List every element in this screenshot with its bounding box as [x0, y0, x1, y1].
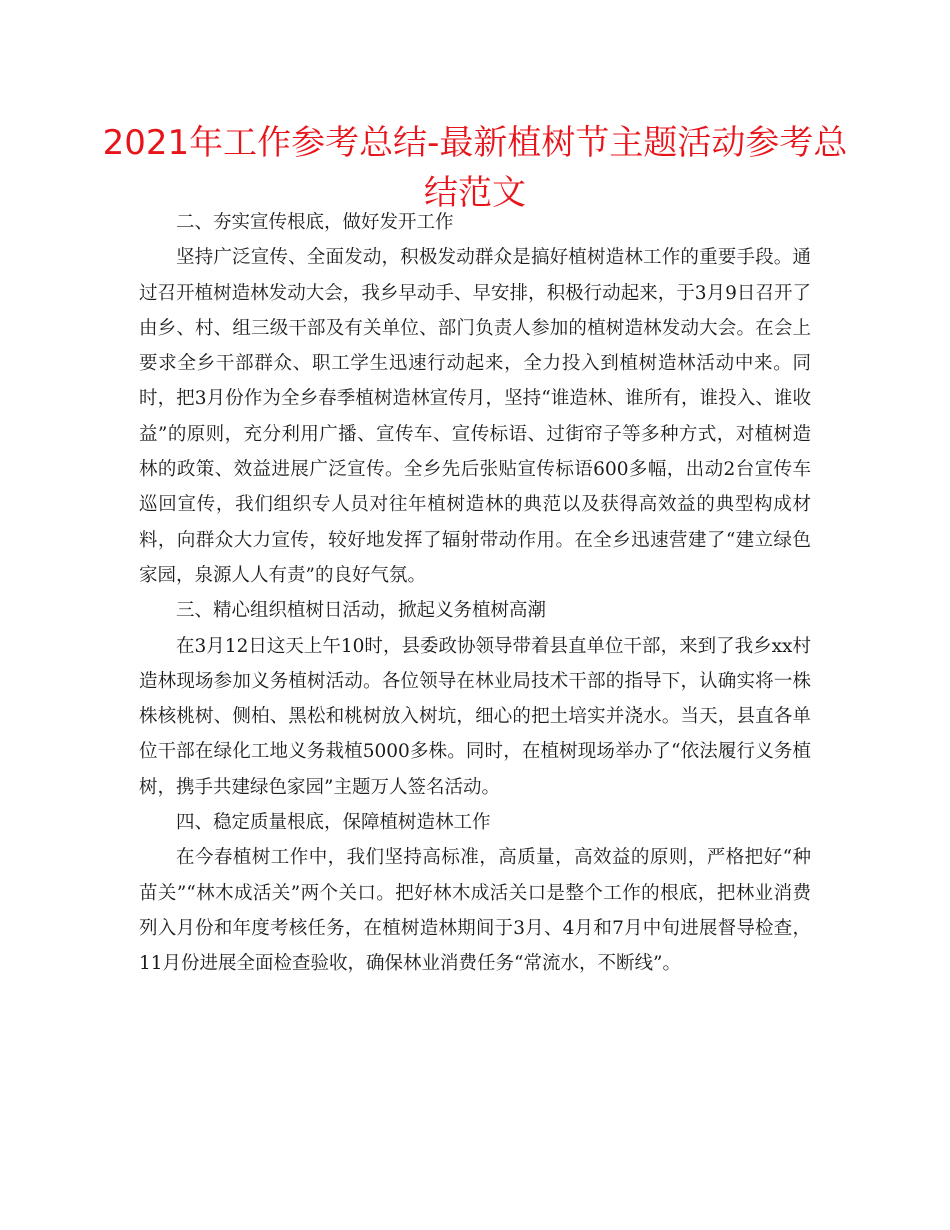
section-heading-quality: 四、稳定质量根底，保障植树造林工作 — [176, 812, 491, 834]
paragraph-quality: 在今春植树工作中，我们坚持高标准，高质量，高效益的原则，严格把好“种苗关”“林木成活关”两个关口。把好林木成活关口是整个工作的根底，把林业消费列入月份和年度考核任务，在植树造林期间于3月、4月和7月中旬进展督导检查，11月份进展全面检查验收，确保林业消费任务“常流水，不断线”。 — [139, 847, 811, 975]
paragraph-arbor-day: 在3月12日这天上午10时，县委政协领导带着县直单位干部，来到了我乡xx村造林现场参加义务植树活动。各位领导在林业局技术干部的指导下，认确实将一株株核桃树、侧柏、黑松和桃树放入树坑，细心的把土培实并浇水。当天，县直各单位干部在绿化工地义务栽植5000多株。同时，在植树现场举办了“依法履行义务植树，携手共建绿色家园”主题万人签名活动。 — [139, 635, 811, 798]
paragraph-publicity: 坚持广泛宣传、全面发动，积极发动群众是搞好植树造林工作的重要手段。通过召开植树造林发动大会，我乡早动手、早安排，积极行动起来，于3月9日召开了由乡、村、组三级干部及有关单位、部门负责人参加的植树造林发动大会。在会上要求全乡干部群众、职工学生迅速行动起来，全力投入到植树造林活动中来。同时，把3月份作为全乡春季植树造林宣传月，坚持“谁造林、谁所有，谁投入、谁收益”的原则，充分利用广播、宣传车、宣传标语、过街帘子等多种方式，对植树造林的政策、效益进展广泛宣传。全乡先后张贴宣传标语600多幅，出动2台宣传车巡回宣传，我们组织专人员对往年植树造林的典范以及获得高效益的典型构成材料，向群众大力宣传，较好地发挥了辐射带动作用。在全乡迅速营建了“建立绿色家园，泉源人人有责”的良好气氛。 — [139, 247, 811, 586]
document-body — [139, 205, 811, 982]
document-title: 2021年工作参考总结-最新植树节主题活动参考总结范文 — [102, 123, 848, 213]
section-heading-arbor-day: 三、精心组织植树日活动，掀起义务植树高潮 — [176, 600, 547, 622]
section-heading-publicity: 二、夯实宣传根底，做好发开工作 — [176, 212, 454, 233]
